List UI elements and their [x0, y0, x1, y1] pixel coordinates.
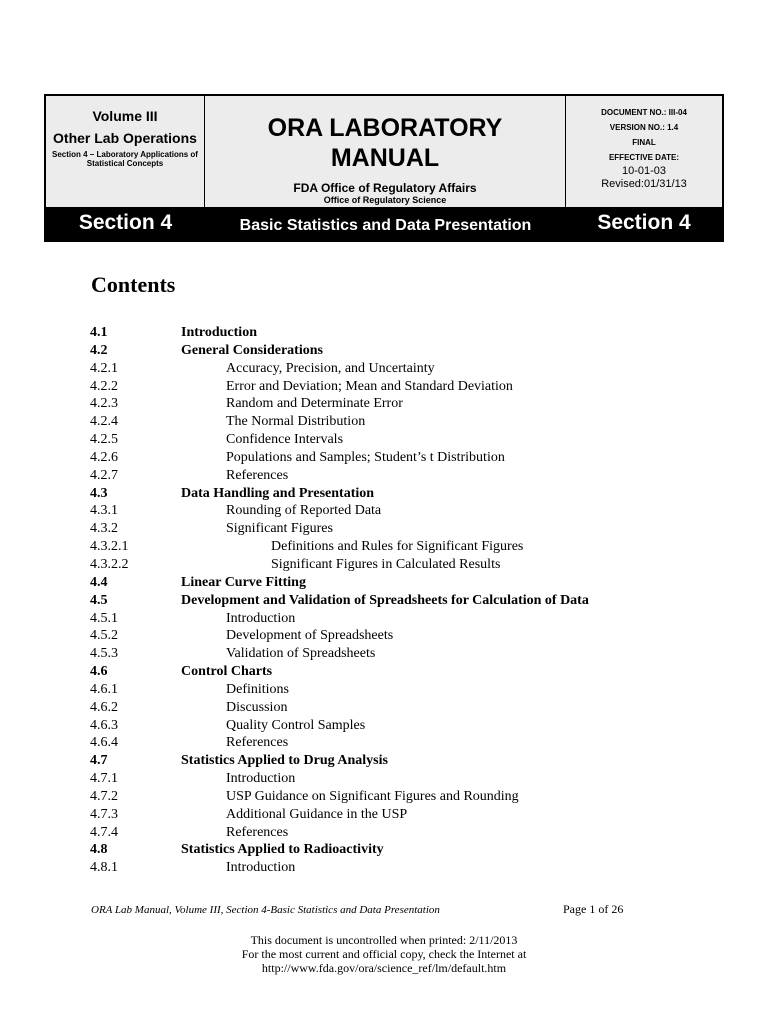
toc-entry-number: 4.2: [90, 342, 108, 358]
toc-entry-title: Error and Deviation; Mean and Standard Deviation: [226, 378, 513, 394]
toc-entry: [0, 841, 768, 859]
effective-date-label: EFFECTIVE DATE:: [608, 153, 680, 162]
toc-entry: [0, 449, 768, 467]
toc-entry-title: Introduction: [181, 325, 257, 340]
volume-label: Volume III: [92, 108, 158, 124]
effective-date: 10-01-03: [621, 165, 667, 177]
notice-line-2: For the most current and official copy, check the Internet at: [241, 947, 527, 961]
toc-entry: [0, 681, 768, 699]
toc-entry: [0, 627, 768, 645]
toc-entry-number: 4.4: [90, 574, 108, 590]
contents-heading: Contents: [91, 272, 176, 297]
toc-entry-title: Additional Guidance in the USP: [226, 806, 408, 822]
toc-entry: [0, 717, 768, 735]
toc-entry-number: 4.7: [90, 753, 108, 769]
toc-entry-title: Statistics Applied to Drug Analysis: [181, 753, 388, 769]
toc-entry-title: Validation of Spreadsheets: [226, 646, 376, 662]
toc-entry: [0, 324, 768, 342]
toc-entry-title: Significant Figures: [226, 521, 333, 537]
toc-entry: [0, 788, 768, 806]
toc-entry: [0, 502, 768, 520]
footer-document-title: ORA Lab Manual, Volume III, Section 4-Basic Statistics and Data Presentation: [91, 904, 440, 916]
toc-entry: [0, 520, 768, 538]
toc-entry-title: Control Charts: [181, 664, 273, 680]
toc-entry-title: Development of Spreadsheets: [226, 628, 394, 644]
toc-entry-number: 4.2.1: [90, 360, 118, 376]
toc-entry-number: 4.1: [90, 325, 108, 340]
section-label-right: Section 4: [597, 211, 691, 234]
toc-entry-title: Significant Figures in Calculated Results: [271, 556, 501, 572]
toc-entry-title: Definitions and Rules for Significant Figures: [271, 539, 524, 555]
toc-entry-title: References: [226, 735, 289, 751]
toc-entry-title: Development and Validation of Spreadsheets for Calculation of Data: [181, 592, 589, 608]
toc-entry-number: 4.6.3: [90, 717, 118, 733]
section-title: Basic Statistics and Data Presentation: [239, 217, 532, 234]
toc-entry-number: 4.2.5: [90, 432, 118, 448]
document-header: [44, 94, 724, 242]
toc-entry-number: 4.6.4: [90, 735, 118, 751]
table-of-contents: [0, 324, 768, 877]
toc-entry-number: 4.5.2: [90, 628, 118, 644]
toc-entry-number: 4.3.2.1: [90, 539, 129, 555]
toc-entry: [0, 699, 768, 717]
toc-entry-title: Introduction: [226, 860, 296, 876]
toc-entry: [0, 413, 768, 431]
toc-entry-number: 4.3.2.2: [90, 556, 129, 572]
volume-cell: [46, 96, 205, 207]
toc-entry-title: Discussion: [226, 699, 288, 715]
toc-entry: [0, 734, 768, 752]
toc-entry: [0, 610, 768, 628]
toc-entry-number: 4.7.3: [90, 806, 118, 822]
toc-entry-number: 4.5.3: [90, 646, 118, 662]
section-label-left: Section 4: [78, 211, 173, 234]
toc-entry-number: 4.2.7: [90, 467, 118, 483]
toc-entry-number: 4.3: [90, 485, 108, 501]
toc-entry-number: 4.8.1: [90, 860, 118, 876]
page-number: Page 1 of 26: [563, 902, 624, 916]
toc-entry-title: Populations and Samples; Student’s t Distribution: [226, 449, 505, 465]
toc-entry: [0, 360, 768, 378]
toc-entry-number: 4.7.4: [90, 824, 118, 840]
section-note-line-1: Section 4 – Laboratory Applications of: [52, 150, 198, 159]
manual-title: [205, 113, 565, 173]
toc-entry-title: Introduction: [226, 610, 296, 626]
version-number: VERSION NO.: 1.4: [609, 123, 679, 132]
toc-entry: [0, 431, 768, 449]
toc-entry-number: 4.2.2: [90, 378, 118, 394]
toc-entry: [0, 556, 768, 574]
toc-entry: [0, 752, 768, 770]
toc-entry-title: References: [226, 824, 289, 840]
revised-date: Revised:01/31/13: [601, 178, 687, 190]
toc-entry-title: Accuracy, Precision, and Uncertainty: [226, 360, 435, 376]
toc-entry: [0, 538, 768, 556]
toc-entry-title: Confidence Intervals: [226, 432, 344, 448]
toc-entry-title: General Considerations: [181, 342, 323, 358]
toc-entry-number: 4.2.6: [90, 449, 118, 465]
toc-entry-title: Rounding of Reported Data: [226, 503, 382, 519]
toc-entry-number: 4.2.3: [90, 396, 118, 412]
office-name: FDA Office of Regulatory Affairs: [293, 181, 477, 195]
toc-entry: [0, 645, 768, 663]
toc-entry: [0, 806, 768, 824]
notice-url[interactable]: http://www.fda.gov/ora/science_ref/lm/default.htm: [261, 961, 507, 975]
toc-entry-title: Data Handling and Presentation: [181, 485, 375, 501]
office-subname: Office of Regulatory Science: [323, 195, 447, 205]
toc-entry-number: 4.3.1: [90, 503, 118, 519]
manual-title-line-2: MANUAL: [330, 144, 440, 172]
toc-entry-number: 4.8: [90, 842, 108, 858]
document-status: FINAL: [632, 138, 656, 147]
toc-entry-title: References: [226, 467, 289, 483]
notice-line-1: This document is uncontrolled when printed: 2/11/2013: [250, 933, 518, 947]
document-meta-cell: [566, 96, 722, 207]
header-top-row: [46, 96, 722, 207]
toc-entry: [0, 467, 768, 485]
toc-entry-title: The Normal Distribution: [226, 414, 366, 430]
manual-title-cell: [205, 96, 566, 207]
toc-entry-number: 4.2.4: [90, 414, 118, 430]
toc-entry: [0, 378, 768, 396]
uncontrolled-notice: [0, 933, 768, 975]
toc-entry: [0, 824, 768, 842]
toc-entry: [0, 574, 768, 592]
toc-entry-number: 4.6.2: [90, 699, 118, 715]
toc-entry-title: Linear Curve Fitting: [181, 574, 306, 590]
toc-entry-number: 4.7.2: [90, 788, 118, 804]
toc-entry-number: 4.6: [90, 664, 108, 680]
section-note: [46, 150, 204, 168]
toc-entry: [0, 770, 768, 788]
toc-entry-title: USP Guidance on Significant Figures and Rounding: [226, 788, 519, 804]
toc-entry: [0, 485, 768, 503]
toc-entry: [0, 342, 768, 360]
toc-entry: [0, 663, 768, 681]
toc-entry-title: Statistics Applied to Radioactivity: [181, 842, 384, 858]
toc-entry: [0, 859, 768, 877]
toc-entry-number: 4.6.1: [90, 681, 118, 697]
toc-entry-number: 4.7.1: [90, 771, 118, 787]
toc-entry-number: 4.5.1: [90, 610, 118, 626]
toc-entry: [0, 395, 768, 413]
toc-entry-title: Introduction: [226, 771, 296, 787]
toc-entry-title: Quality Control Samples: [226, 717, 366, 733]
toc-entry: [0, 592, 768, 610]
manual-title-line-1: ORA LABORATORY: [267, 114, 503, 142]
toc-entry-number: 4.5: [90, 592, 108, 608]
section-note-line-2: Statistical Concepts: [86, 159, 164, 168]
volume-subtitle: Other Lab Operations: [53, 130, 197, 146]
toc-entry-title: Random and Determinate Error: [226, 396, 403, 412]
document-number: DOCUMENT NO.: III-04: [601, 108, 687, 117]
toc-entry-number: 4.3.2: [90, 521, 118, 537]
section-banner: [46, 207, 722, 240]
toc-entry-title: Definitions: [226, 681, 289, 697]
